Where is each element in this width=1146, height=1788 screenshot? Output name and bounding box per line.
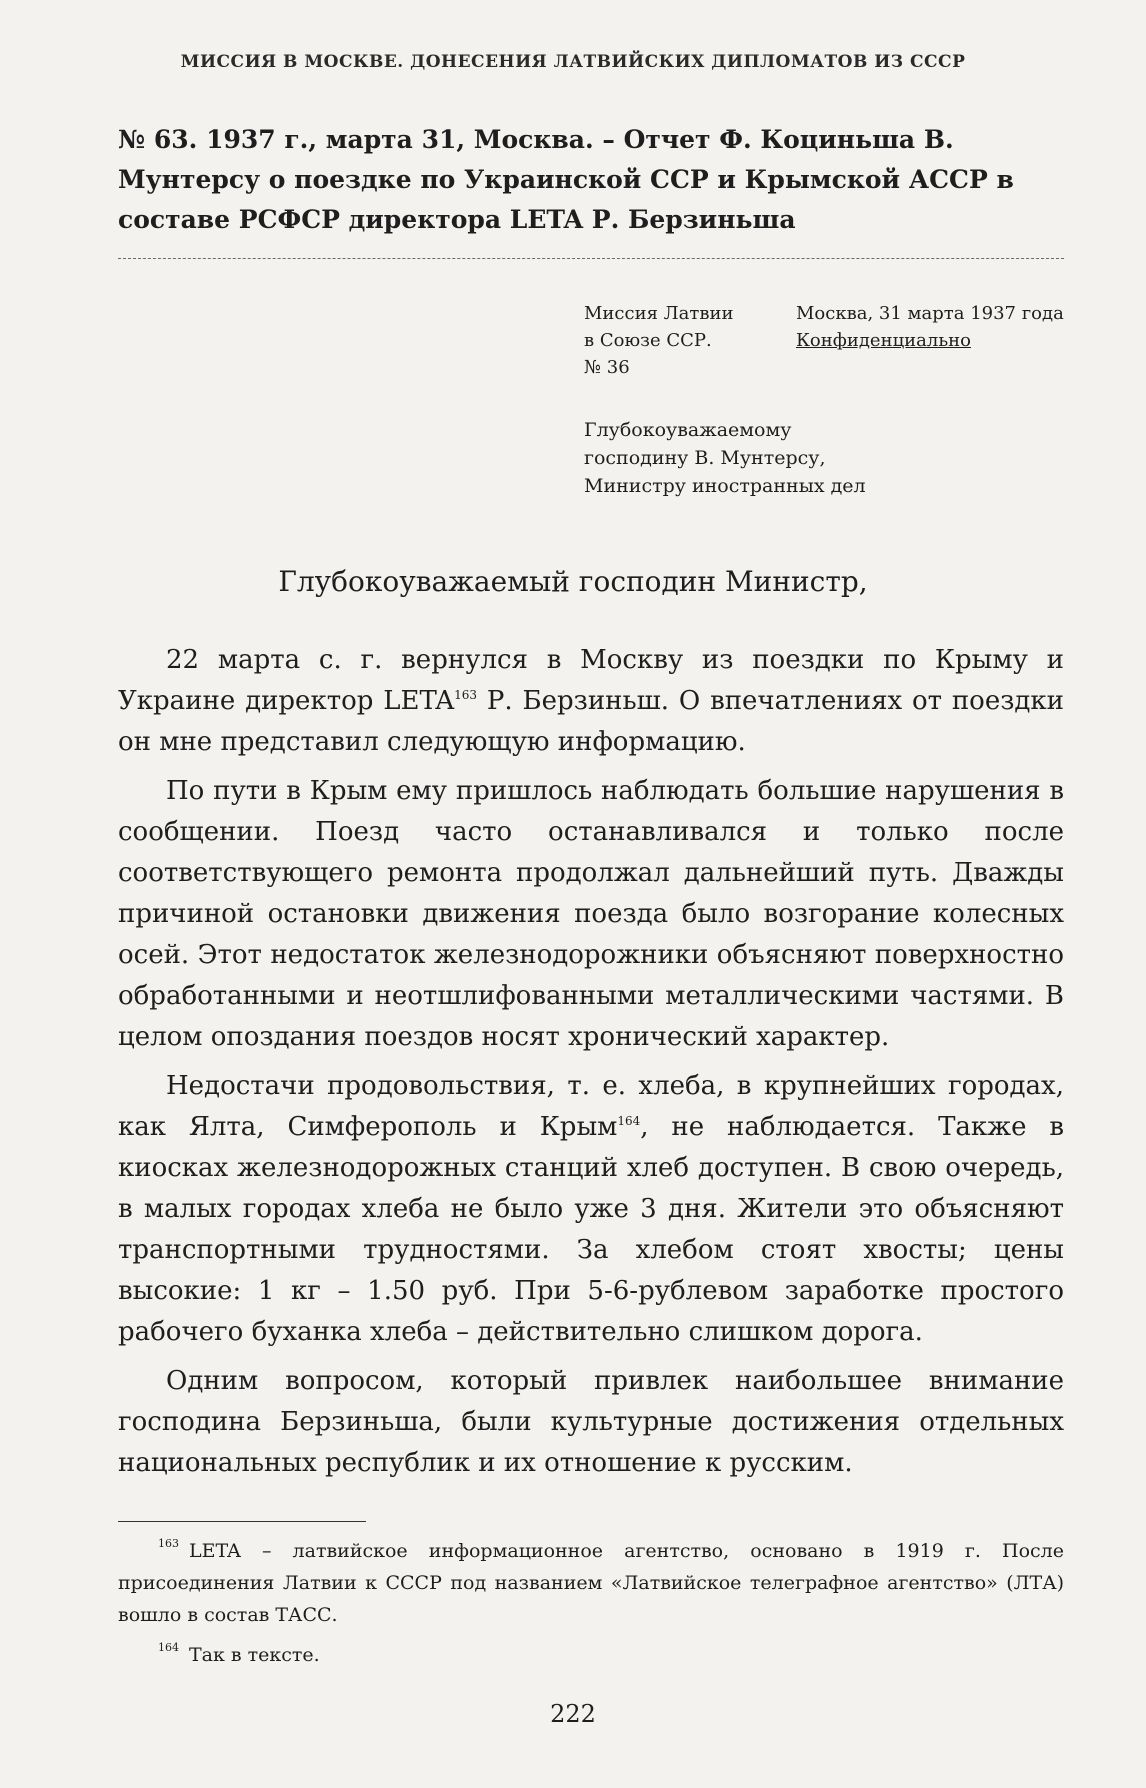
footnote-text: Так в тексте. [189,1644,320,1666]
footnote-164 [118,1639,1064,1671]
addressee-block [584,416,1064,500]
salutation: Глубокоуважаемый господин Министр, [278,565,868,598]
footnote-number: 163 [158,1537,179,1550]
mission-header-block [584,300,1064,381]
divider-line [118,258,1064,259]
paragraph-1 [118,640,1064,763]
mission-name: Миссия Латвии [584,303,734,324]
footnotes [118,1535,1064,1679]
footnote-ref-163: 163 [454,688,478,702]
addressee-line-2: господину В. Мунтерсу, [584,447,826,469]
running-head: МИССИЯ В МОСКВЕ. ДОНЕСЕНИЯ ЛАТВИЙСКИХ ДИПЛОМАТОВ ИЗ СССР [180,52,966,72]
document-heading: № 63. 1937 г., марта 31, Москва. – Отчет Ф. Коциньша В. Мунтерсу о поездке по Украинской ССР и Крымской АССР в составе РСФСР директора LETA Р. Берзиньша [118,125,1014,234]
paragraph-2: По пути в Крым ему пришлось наблюдать большие нарушения в сообщении. Поезд часто останавливался и только после соответствующего ремонта продолжал дальнейший путь. Дважды причиной остановки движения поезда было возгорание колесных осей. Этот недостаток железнодорожники объясняют поверхностно обработанными и неотшлифованными металлическими частями. В целом опоздания поездов носят хронический характер. [118,776,1064,1052]
mission-row-1 [584,300,1064,327]
body-text [118,640,1064,1492]
addressee-line-1: Глубокоуважаемому [584,419,792,441]
footnote-163 [118,1535,1064,1631]
paragraph-3-text-a: Недостачи продовольствия, т. е. хлеба, в крупнейших городах, как Ялта, Симферополь и Крым [118,1071,1064,1142]
page-number: 222 [550,1700,596,1728]
document-number: № 36 [584,357,630,378]
mission-row-2 [584,327,1064,354]
paragraph-3 [118,1066,1064,1353]
footnote-separator [118,1521,366,1522]
place-date: Москва, 31 марта 1937 года [796,303,1064,324]
paragraph-4: Одним вопросом, который привлек наибольшее внимание господина Берзиньша, были культурные достижения отдельных национальных республик и их отношение к русским. [118,1366,1064,1478]
mission-row-3 [584,354,1064,381]
paragraph-1-text-a: 22 марта с. г. вернулся в Москву из поездки по Крыму и Украине директор LETA [118,645,1064,716]
paragraph-3-text-b: , не наблюдается. Также в киосках железнодорожных станций хлеб доступен. В свою очередь, в малых городах хлеба не было уже 3 дня. Жители это объясняют транспортными трудностями. За хлебом стоят хвосты; цены высокие: 1 кг – 1.50 руб. При 5-6-рублевом заработке простого рабочего буханка хлеба – действительно слишком дорога. [118,1112,1064,1347]
mission-country: в Союзе ССР. [584,330,712,351]
footnote-text: LETA – латвийское информационное агентство, основано в 1919 г. После присоединения Латвии к СССР под названием «Латвийское телеграфное агентство» (ЛТА) вошло в состав ТАСС. [118,1540,1064,1626]
footnote-number: 164 [158,1641,179,1654]
paragraph-1-text-b: Р. Берзиньш. О впечатлениях от поездки он мне представил следующую информацию. [118,686,1064,757]
confidential-mark: Конфиденциально [796,330,971,351]
footnote-ref-164: 164 [617,1114,641,1128]
addressee-line-3: Министру иностранных дел [584,475,866,497]
